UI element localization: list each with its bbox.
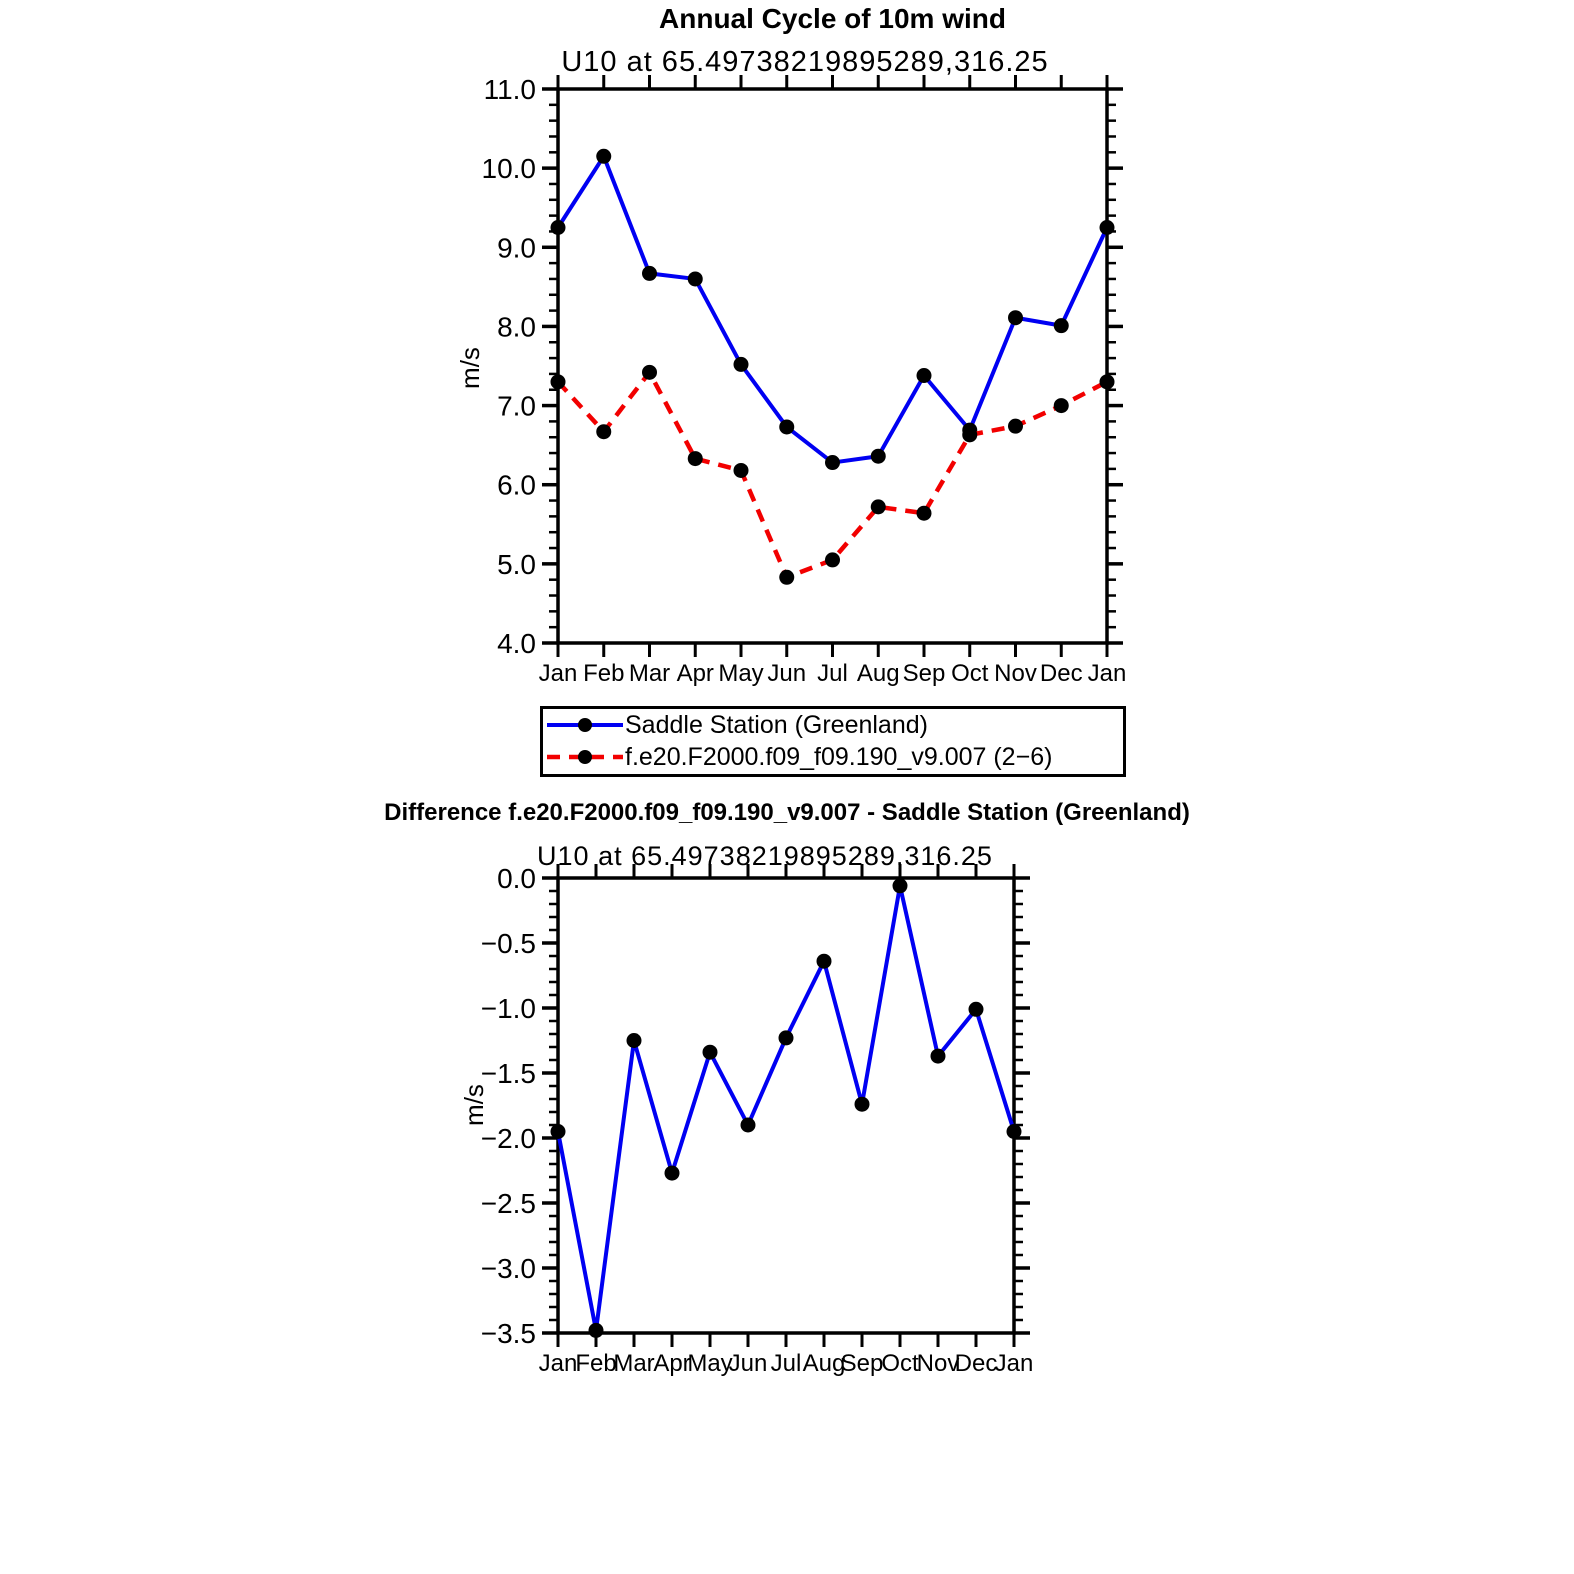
top-chart-subtitle: U10 at 65.49738219895289,316.25: [561, 46, 1049, 78]
top-chart-x-label-2: Mar: [628, 660, 671, 687]
bottom-chart: [481, 863, 1034, 1377]
top-chart-series-1-point-Nov: [1008, 419, 1023, 434]
top-chart-series-0-point-Apr: [688, 271, 703, 286]
top-chart-series-0-point-Jan: [551, 220, 566, 235]
bottom-chart-series-0-markers: [551, 878, 1022, 1338]
bottom-chart-series-0-point-Jul: [779, 1030, 794, 1045]
top-chart-series-1-markers: [551, 365, 1115, 585]
top-chart-y-label-4.0: 4.0: [497, 628, 536, 659]
top-chart-y-axis-label: m/s: [455, 347, 485, 389]
bottom-chart-series-0-point-Jun: [741, 1118, 756, 1133]
bottom-chart-subtitle: U10 at 65.49738219895289,316.25: [537, 841, 993, 871]
top-chart-series-0-point-Jan: [1100, 220, 1115, 235]
bottom-chart-series-0-point-Jan: [551, 1124, 566, 1139]
bottom-chart-x-label-6: Jul: [770, 1350, 802, 1377]
top-chart-x-label-12: Jan: [1087, 660, 1127, 687]
bottom-chart-series-0-point-Oct: [893, 878, 908, 893]
top-chart-x-label-4: May: [718, 660, 764, 687]
bottom-chart-x-label-3: Apr: [653, 1350, 691, 1377]
top-chart-series-1-point-Mar: [642, 365, 657, 380]
top-chart-series-0-point-Dec: [1054, 318, 1069, 333]
top-chart-series-0-point-Jun: [779, 419, 794, 434]
bottom-chart-series-0-point-May: [703, 1045, 718, 1060]
top-chart-x-label-5: Jun: [767, 660, 807, 687]
top-chart-series-1-point-Jan: [551, 374, 566, 389]
top-chart-series-0-point-Sep: [917, 368, 932, 383]
bottom-chart-series-0-point-Dec: [969, 1002, 984, 1017]
top-chart-x-ticks: [558, 75, 1107, 657]
bottom-chart-series-0-point-Mar: [627, 1033, 642, 1048]
top-chart-series-1-point-May: [734, 463, 749, 478]
bottom-chart-y-ticks: [542, 878, 1030, 1333]
top-chart-y-label-10.0: 10.0: [481, 153, 536, 185]
top-chart-series-1-point-Jul: [825, 552, 840, 567]
bottom-chart-series-0-point-Aug: [817, 954, 832, 969]
top-chart-series-0-point-Aug: [871, 449, 886, 464]
top-chart-y-tick-labels: [482, 74, 537, 659]
top-chart-series-1-point-Aug: [871, 499, 886, 514]
top-chart-series-1-point-Feb: [596, 424, 611, 439]
legend-label-model: f.e20.F2000.f09_f09.190_v9.007 (2−6): [625, 743, 1053, 771]
top-chart-series-1-point-Jan: [1100, 374, 1115, 389]
legend-label-saddle-station: Saddle Station (Greenland): [625, 711, 928, 739]
legend-dashed-line-sample: [543, 742, 625, 773]
bottom-chart-x-label-11: Dec: [954, 1350, 998, 1377]
top-chart-series-0-point-Jul: [825, 455, 840, 470]
top-chart-x-label-8: Sep: [902, 660, 946, 687]
top-chart-x-label-11: Dec: [1039, 660, 1083, 687]
bottom-chart-series-0-point-Jan: [1007, 1124, 1022, 1139]
legend-solid-line-sample: [543, 710, 625, 741]
top-chart-series-1-point-Apr: [688, 451, 703, 466]
top-chart-series-0-point-Mar: [642, 266, 657, 281]
bottom-chart-y-label-−2.0: −2.0: [480, 1123, 536, 1154]
top-chart-series-0-point-Nov: [1008, 310, 1023, 325]
bottom-chart-x-tick-labels: [539, 1350, 1034, 1377]
bottom-chart-y-label-−1.0: −1.0: [480, 993, 536, 1024]
bottom-chart-x-label-5: Jun: [728, 1350, 768, 1377]
bottom-chart-y-label-0.0: 0.0: [497, 863, 536, 894]
top-chart-x-label-3: Apr: [676, 660, 714, 687]
top-chart-x-label-7: Aug: [856, 660, 900, 687]
top-chart-series-1-point-Jun: [779, 570, 794, 585]
top-chart-series-1-point-Oct: [962, 427, 977, 442]
bottom-chart-x-label-2: Mar: [613, 1350, 655, 1377]
bottom-chart-x-label-4: May: [687, 1350, 733, 1377]
top-chart-title: Annual Cycle of 10m wind: [659, 3, 1006, 34]
bottom-chart-y-label-−3.5: −3.5: [480, 1318, 536, 1349]
bottom-chart-x-label-10: Nov: [916, 1350, 960, 1377]
bottom-chart-x-label-7: Aug: [802, 1350, 846, 1377]
top-chart-x-label-10: Nov: [994, 660, 1037, 687]
bottom-chart-series-0-point-Feb: [589, 1323, 604, 1338]
top-chart-series-1-point-Dec: [1054, 398, 1069, 413]
bottom-chart-y-label-−1.5: −1.5: [480, 1058, 536, 1089]
bottom-chart-x-label-1: Feb: [575, 1350, 617, 1377]
top-chart-series-0-point-Feb: [596, 149, 611, 164]
bottom-chart-y-label-−0.5: −0.5: [480, 928, 536, 959]
bottom-chart-y-label-−2.5: −2.5: [480, 1188, 536, 1219]
bottom-chart-x-label-12: Jan: [994, 1350, 1034, 1377]
top-chart-x-label-9: Oct: [951, 660, 989, 687]
top-chart-y-label-8.0: 8.0: [497, 311, 536, 343]
bottom-chart-y-axis-label: m/s: [459, 1084, 489, 1126]
top-chart-y-label-5.0: 5.0: [497, 548, 536, 580]
top-chart-x-label-6: Jul: [817, 660, 848, 687]
bottom-chart-x-label-8: Sep: [840, 1350, 884, 1377]
top-chart-series-0-markers: [551, 149, 1115, 470]
bottom-chart-series-0-point-Nov: [931, 1049, 946, 1064]
bottom-chart-y-label-−3.0: −3.0: [480, 1253, 536, 1284]
legend-box: [540, 706, 1126, 777]
legend-entry-saddle-station: [543, 710, 1123, 741]
top-chart-y-label-7.0: 7.0: [497, 390, 536, 422]
top-chart-x-label-0: Jan: [538, 660, 578, 687]
bottom-chart-title: Difference f.e20.F2000.f09_f09.190_v9.007 - Saddle Station (Greenland): [384, 799, 1190, 826]
bottom-chart-x-label-0: Jan: [538, 1350, 578, 1377]
top-chart-y-label-9.0: 9.0: [497, 232, 536, 264]
top-chart-series-1-point-Sep: [917, 506, 932, 521]
legend-entry-model: [543, 742, 1123, 773]
top-chart-y-label-6.0: 6.0: [497, 469, 536, 501]
top-chart: [482, 74, 1127, 687]
top-chart-series-0-point-May: [734, 357, 749, 372]
bottom-chart-series-0-point-Sep: [855, 1097, 870, 1112]
top-chart-series-0-line: [558, 156, 1107, 462]
bottom-chart-series-0-line: [558, 886, 1014, 1331]
top-chart-x-tick-labels: [539, 660, 1127, 687]
bottom-chart-series-0-point-Apr: [665, 1166, 680, 1181]
bottom-chart-x-label-9: Oct: [881, 1350, 919, 1377]
top-chart-x-label-1: Feb: [583, 660, 625, 687]
top-chart-series-1-line: [558, 372, 1107, 577]
top-chart-y-label-11.0: 11.0: [483, 74, 536, 105]
